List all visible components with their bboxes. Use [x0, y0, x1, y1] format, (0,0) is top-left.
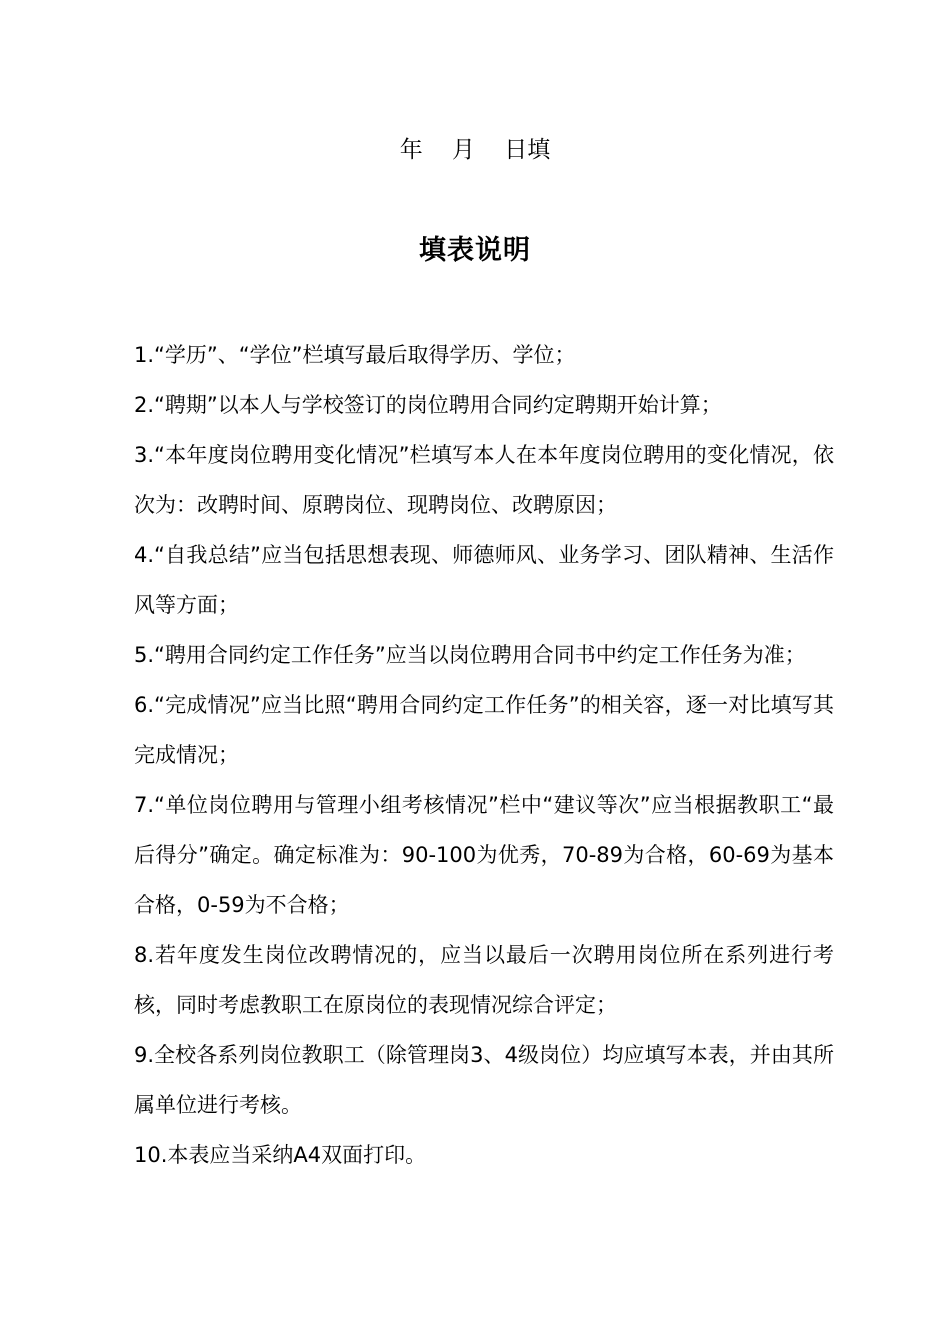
instruction-item-3: 3.“本年度岗位聘用变化情况”栏填写本人在本年度岗位聘用的变化情况，依次为：改聘时间、原聘岗位、现聘岗位、改聘原因； [134, 443, 834, 517]
page-title: 填表说明 [419, 235, 531, 266]
instruction-item-5: 5.“聘用合同约定工作任务”应当以岗位聘用合同书中约定工作任务为准； [134, 643, 806, 667]
instruction-item-1: 1.“学历”、“学位”栏填写最后取得学历、学位； [134, 343, 576, 367]
instruction-item-9: 9.全校各系列岗位教职工（除管理岗3、4级岗位）均应填写本表，并由其所属单位进行考核。 [134, 1043, 834, 1117]
instruction-item-7: 7.“单位岗位聘用与管理小组考核情况”栏中“建议等次”应当根据教职工“最后得分”确定。确定标准为：90-100为优秀，70-89为合格，60-69为基本合格，0-59为不合格； [134, 793, 834, 917]
instruction-item-2: 2.“聘期”以本人与学校签订的岗位聘用合同约定聘期开始计算； [134, 393, 722, 417]
instruction-item-10: 10.本表应当采纳A4双面打印。 [134, 1143, 427, 1167]
instructions-list [134, 330, 834, 1180]
instruction-item-8: 8.若年度发生岗位改聘情况的，应当以最后一次聘用岗位所在系列进行考核，同时考虑教职工在原岗位的表现情况综合评定； [134, 943, 834, 1017]
instruction-item-6: 6.“完成情况”应当比照“聘用合同约定工作任务”的相关容，逐一对比填写其完成情况； [134, 693, 834, 767]
instruction-item-4: 4.“自我总结”应当包括思想表现、师德师风、业务学习、团队精神、生活作风等方面； [134, 543, 834, 617]
fill-date-line: 年 月 日填 [399, 137, 551, 163]
